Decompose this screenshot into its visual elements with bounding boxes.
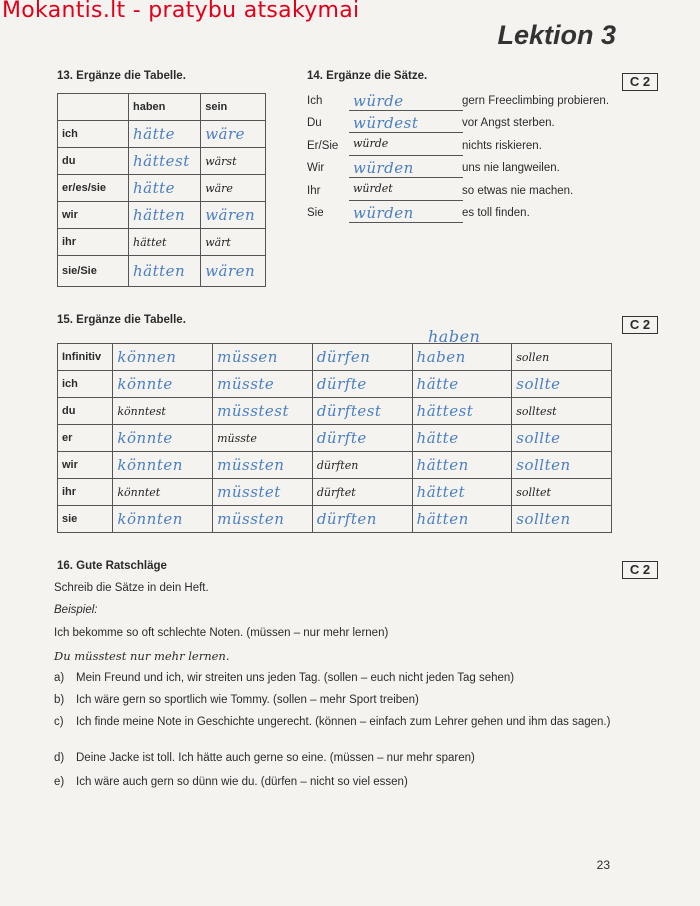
ex15-infinitive-cell [213, 344, 313, 371]
ex15-cell [512, 371, 612, 398]
ex14-pronoun: Ich [307, 95, 323, 107]
ex16-item-text: Ich wäre auch gern so dünn wie du. (dürfen – nicht so viel essen) [76, 776, 408, 788]
ex15-row-2 [58, 425, 612, 452]
ex13-answer-sein: wären [205, 206, 256, 224]
ex13-pronoun: ich [58, 121, 129, 148]
ex14-blank [349, 182, 463, 201]
ex14-blank [349, 159, 463, 178]
ex15-answer: sollten [516, 510, 571, 528]
ex15-answer: sollte [516, 429, 561, 447]
ex13-cell-haben [129, 256, 201, 287]
ex15-infinitive: müssen [217, 348, 278, 366]
ex15-header-row [58, 344, 612, 371]
ex13-cell-sein [201, 148, 266, 175]
ex14-rest: nichts riskieren. [462, 139, 542, 152]
ex15-level-badge: C 2 [622, 316, 658, 334]
ex14-pronoun: Du [307, 117, 322, 130]
ex15-answer: könnten [117, 456, 183, 474]
ex13-cell-sein [201, 175, 266, 202]
ex15-cell [512, 452, 612, 479]
ex16-title: 16. Gute Ratschläge [57, 560, 167, 572]
ex15-answer: könnte [117, 375, 173, 393]
ex15-infinitive-cell [412, 344, 512, 371]
ex13-answer-haben: hätte [133, 179, 176, 197]
ex13-header-sein: sein [201, 94, 266, 121]
ex15-pronoun: ihr [58, 479, 113, 506]
ex15-cell [312, 425, 412, 452]
ex15-row-3 [58, 452, 612, 479]
ex15-cell [213, 479, 313, 506]
ex15-title: 15. Ergänze die Tabelle. [57, 314, 186, 326]
lesson-title: Lektion 3 [497, 20, 616, 50]
ex15-cell [113, 371, 213, 398]
ex14-rest: vor Angst sterben. [462, 117, 555, 130]
ex14-pronoun: Er/Sie [307, 139, 339, 152]
ex15-answer: sollten [516, 456, 571, 474]
ex15-overwrite-note: haben [428, 327, 481, 346]
ex15-answer: hätten [416, 456, 469, 474]
watermark: Mokantis.lt - pratybu atsakymai [2, 0, 360, 23]
ex15-pronoun: er [58, 425, 113, 452]
ex15-answer: müsste [217, 431, 257, 445]
ex14-title: 14. Ergänze die Sätze. [307, 70, 428, 82]
ex14-rest: so etwas nie machen. [462, 184, 574, 197]
ex15-cell [113, 398, 213, 425]
ex16-item-text: Ich finde meine Note in Geschichte ungerecht. (können – einfach zum Lehrer gehen und ihm das sagen.) [76, 716, 611, 728]
ex13-cell-haben [129, 148, 201, 175]
ex15-infinitive-cell [312, 344, 412, 371]
ex15-infinitive: haben [416, 348, 466, 366]
ex13-answer-sein: wärst [205, 154, 237, 168]
ex14-blank [349, 114, 463, 133]
ex15-row-1 [58, 398, 612, 425]
ex15-cell [213, 371, 313, 398]
ex14-answer: würde [353, 92, 404, 110]
ex13-cell-haben [129, 121, 201, 148]
ex15-answer: müsstet [217, 483, 281, 501]
ex15-cell [312, 398, 412, 425]
ex13-pronoun: sie/Sie [58, 256, 129, 287]
ex15-answer: könnte [117, 429, 173, 447]
ex16-item-letter: e) [54, 776, 65, 788]
ex16-example-answer: Du müsstest nur mehr lernen. [54, 649, 230, 663]
ex16-item-letter: c) [54, 716, 64, 728]
ex15-cell [412, 452, 512, 479]
ex14-rest: es toll finden. [462, 207, 530, 219]
ex15-answer: müsste [217, 375, 275, 393]
ex14-answer: würdet [353, 181, 393, 195]
ex15-answer: solltest [516, 404, 557, 418]
ex15-row-4 [58, 479, 612, 506]
ex13-answer-sein: wärt [205, 235, 231, 249]
ex15-pronoun: wir [58, 452, 113, 479]
ex15-cell [412, 506, 512, 533]
ex15-answer: dürfte [316, 375, 367, 393]
ex13-pronoun: ihr [58, 229, 129, 256]
ex15-cell [312, 371, 412, 398]
ex14-answer: würden [353, 204, 414, 222]
ex14-blank [349, 92, 463, 111]
ex16-item-text: Ich wäre gern so sportlich wie Tommy. (sollen – mehr Sport treiben) [76, 694, 419, 706]
ex13-row-0 [58, 121, 266, 148]
ex13-pronoun: du [58, 148, 129, 175]
ex16-item-letter: b) [54, 694, 65, 706]
ex13-header-haben: haben [129, 94, 201, 121]
ex16-level-badge: C 2 [622, 561, 658, 579]
ex13-title: 13. Ergänze die Tabelle. [57, 70, 186, 82]
ex16-instruction: Schreib die Sätze in dein Heft. [54, 582, 209, 594]
ex14-answer: würde [353, 136, 389, 150]
ex13-cell-sein [201, 256, 266, 287]
ex15-answer: könntest [117, 404, 166, 418]
ex15-answer: hätten [416, 510, 469, 528]
ex16-item-text: Mein Freund und ich, wir streiten uns jeden Tag. (sollen – euch nicht jeden Tag sehen) [76, 672, 515, 684]
ex14-rest: uns nie langweilen. [462, 162, 560, 175]
ex13-answer-sein: wären [205, 262, 256, 280]
ex15-answer: solltet [516, 485, 551, 499]
ex13-answer-sein: wäre [205, 181, 233, 195]
ex15-infinitive-cell [512, 344, 612, 371]
ex13-answer-haben: hätten [133, 206, 186, 224]
ex15-answer: dürften [316, 458, 359, 472]
ex15-answer: dürften [316, 510, 377, 528]
ex15-cell [512, 398, 612, 425]
ex15-answer: dürftet [316, 485, 356, 499]
ex16-item-letter: d) [54, 752, 65, 764]
ex16-item-letter: a) [54, 672, 65, 684]
ex15-cell [213, 506, 313, 533]
ex15-cell [213, 425, 313, 452]
ex15-cell [113, 452, 213, 479]
ex14-rest: gern Freeclimbing probieren. [462, 95, 610, 107]
ex13-pronoun: wir [58, 202, 129, 229]
ex15-answer: hättest [416, 402, 474, 420]
ex15-cell [412, 425, 512, 452]
ex15-cell [412, 479, 512, 506]
ex15-cell [113, 425, 213, 452]
ex15-cell [512, 479, 612, 506]
ex16-item-text: Deine Jacke ist toll. Ich hätte auch gerne so eine. (müssen – nur mehr sparen) [76, 752, 475, 764]
ex15-cell [412, 398, 512, 425]
ex15-answer: sollte [516, 375, 561, 393]
ex15-cell [312, 479, 412, 506]
ex13-answer-sein: wäre [205, 125, 246, 143]
ex14-answer: würdest [353, 114, 419, 133]
ex15-cell [113, 506, 213, 533]
ex13-table [57, 93, 266, 287]
ex15-answer: hätte [416, 429, 459, 447]
ex13-row-1 [58, 148, 266, 175]
ex13-row-3 [58, 202, 266, 229]
ex15-infinitive-cell [113, 344, 213, 371]
ex15-cell [213, 452, 313, 479]
ex15-row-0 [58, 371, 612, 398]
ex15-cell [213, 398, 313, 425]
ex13-cell-haben [129, 229, 201, 256]
ex15-cell [113, 479, 213, 506]
ex15-infinitive: können [117, 348, 177, 366]
ex13-answer-haben: hättet [133, 235, 167, 249]
ex13-answer-haben: hätten [133, 262, 186, 280]
ex15-answer: dürfte [316, 429, 367, 447]
ex13-cell-haben [129, 175, 201, 202]
ex15-cell [512, 506, 612, 533]
ex13-row-4 [58, 229, 266, 256]
ex15-answer: dürftest [316, 402, 382, 420]
ex13-cell-haben [129, 202, 201, 229]
ex15-pronoun: ich [58, 371, 113, 398]
ex15-header-label: Infinitiv [58, 344, 113, 371]
ex15-pronoun: sie [58, 506, 113, 533]
ex16-example-sentence: Ich bekomme so oft schlechte Noten. (müssen – nur mehr lernen) [54, 627, 389, 639]
page-number: 23 [596, 858, 610, 872]
ex15-row-5 [58, 506, 612, 533]
ex15-cell [512, 425, 612, 452]
ex16-example-label: Beispiel: [54, 604, 98, 616]
ex14-level-badge: C 2 [622, 73, 658, 91]
ex14-blank [349, 137, 463, 156]
ex13-cell-sein [201, 121, 266, 148]
ex14-answer: würden [353, 159, 414, 178]
ex15-answer: müsstest [217, 402, 290, 420]
ex15-pronoun: du [58, 398, 113, 425]
ex13-answer-haben: hättest [133, 152, 190, 170]
ex14-blank [349, 204, 463, 223]
ex14-pronoun: Wir [307, 162, 325, 175]
ex13-row-5 [58, 256, 266, 287]
ex14-pronoun: Ihr [307, 184, 321, 197]
ex15-cell [412, 371, 512, 398]
ex15-answer: müssten [217, 510, 285, 528]
ex13-row-2 [58, 175, 266, 202]
ex15-table [57, 343, 612, 533]
ex15-answer: könntet [117, 485, 161, 499]
ex13-answer-haben: hätte [133, 125, 176, 143]
ex13-pronoun: er/es/sie [58, 175, 129, 202]
ex15-cell [312, 452, 412, 479]
ex15-answer: hättet [416, 483, 466, 501]
ex15-answer: müssten [217, 456, 285, 474]
ex13-corner [58, 94, 129, 121]
ex15-answer: hätte [416, 375, 459, 393]
ex15-infinitive: sollen [516, 350, 550, 364]
ex15-answer: könnten [117, 510, 183, 528]
ex15-infinitive: dürfen [316, 348, 371, 366]
ex14-pronoun: Sie [307, 207, 324, 219]
ex13-cell-sein [201, 229, 266, 256]
ex13-cell-sein [201, 202, 266, 229]
ex15-cell [312, 506, 412, 533]
